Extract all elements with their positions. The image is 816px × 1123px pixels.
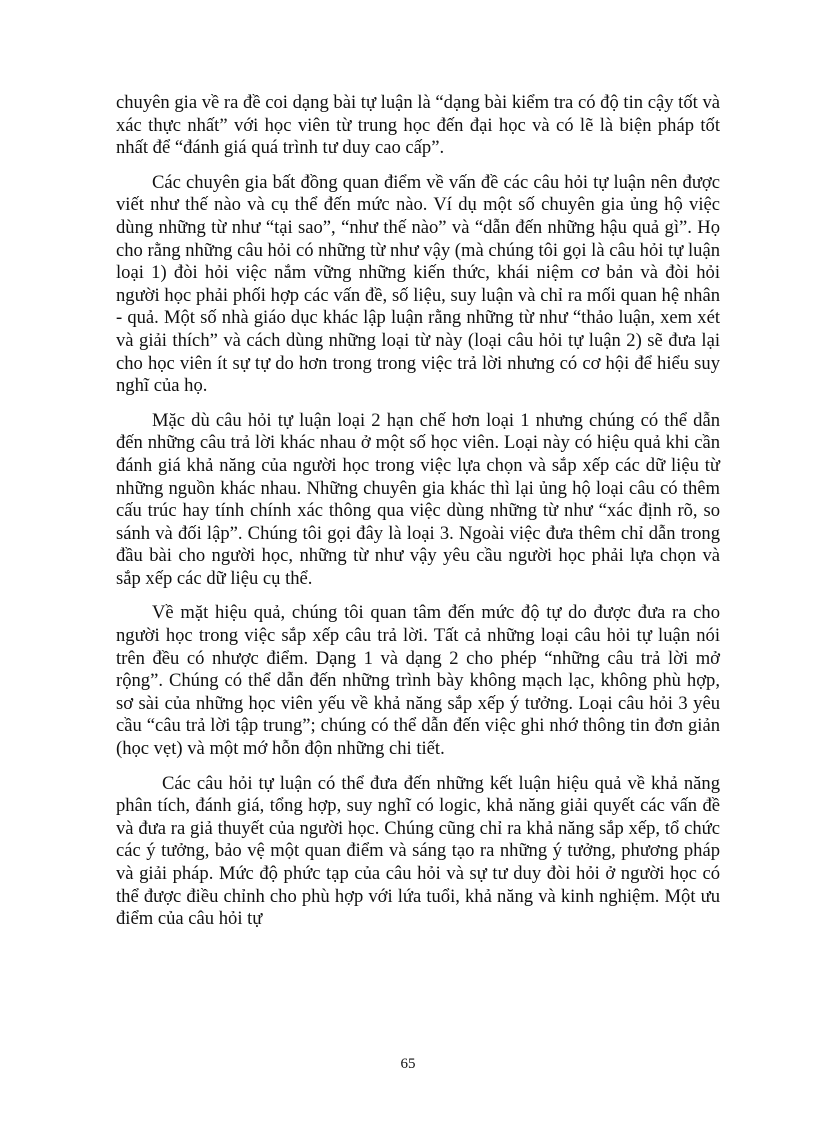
paragraph-effectiveness: Về mặt hiệu quả, chúng tôi quan tâm đến mức độ tự do được đưa ra cho người học trong việc sắp xếp câu trả lời. Tất cả những loại câu hỏi tự luận nói trên đều có nhược điểm. Dạng 1 và dạng 2 cho phép “những câu trả lời mở rộng”. Chúng có thể dẫn đến những trình bày không mạch lạc, không phù hợp, sơ sài của những học viên yếu về khả năng sắp xếp ý tưởng. Loại câu hỏi 3 yêu cầu “câu trả lời tập trung”; chúng có thể dẫn đến việc ghi nhớ thông tin đơn giản (học vẹt) và một mớ hỗn độn những chi tiết. <box>116 602 720 760</box>
paragraph-essay-type-2: Mặc dù câu hỏi tự luận loại 2 hạn chế hơn loại 1 nhưng chúng có thể dẫn đến những câu trả lời khác nhau ở một số học viên. Loại này có hiệu quả khi cần đánh giá khả năng của người học trong việc lựa chọn và sắp xếp các dữ liệu từ những nguồn khác nhau. Những chuyên gia khác thì lại ủng hộ loại câu có thêm cấu trúc hay tính chính xác thông qua việc dùng những từ như “xác định rõ, so sánh và đối lập”. Chúng tôi gọi đây là loại 3. Ngoài việc đưa thêm chỉ dẫn trong đầu bài cho người học, những từ như vậy yêu cầu người học phải lựa chọn và sắp xếp các dữ liệu cụ thể. <box>116 409 720 589</box>
paragraph-essay-benefits: Các câu hỏi tự luận có thể đưa đến những kết luận hiệu quả về khả năng phân tích, đánh giá, tổng hợp, suy nghĩ có logic, khả năng giải quyết các vấn đề và đưa ra giả thuyết của người học. Chúng cũng chỉ ra khả năng sắp xếp, tổ chức các ý tưởng, bảo vệ một quan điểm và sáng tạo ra những ý tưởng, phương pháp và giải pháp. Mức độ phức tạp của câu hỏi và sự tư duy đòi hỏi ở người học có thể được điều chỉnh cho phù hợp với lứa tuổi, khả năng và kinh nghiệm. Một ưu điểm của câu hỏi tự <box>116 772 720 930</box>
body-text <box>116 92 720 943</box>
paragraph-continuation: chuyên gia về ra đề coi dạng bài tự luận là “dạng bài kiểm tra có độ tin cậy tốt và xác thực nhất” với học viên từ trung học đến đại học và có lẽ là biện pháp tốt nhất để “đánh giá quá trình tư duy cao cấp”. <box>116 92 720 159</box>
paragraph-expert-disagreement: Các chuyên gia bất đồng quan điểm về vấn đề các câu hỏi tự luận nên được viết như thế nào và cụ thể đến mức nào. Ví dụ một số chuyên gia ủng hộ việc dùng những từ như “tại sao”, “như thế nào” và “dẫn đến những hậu quả gì”. Họ cho rằng những câu hỏi có những từ như vậy (mà chúng tôi gọi là câu hỏi tự luận loại 1) đòi hỏi việc nắm vững những kiến thức, khái niệm cơ bản và đòi hỏi người học phải phối hợp các vấn đề, số liệu, suy luận và chỉ ra mối quan hệ nhân - quả. Một số nhà giáo dục khác lập luận rằng những từ như “thảo luận, xem xét và giải thích” và cách dùng những loại từ này (loại câu hỏi tự luận 2) sẽ đưa lại cho học viên ít sự tự do hơn trong trong việc trả lời nhưng có cơ hội để hiểu suy nghĩ của họ. <box>116 171 720 397</box>
page-number: 65 <box>400 1056 416 1072</box>
